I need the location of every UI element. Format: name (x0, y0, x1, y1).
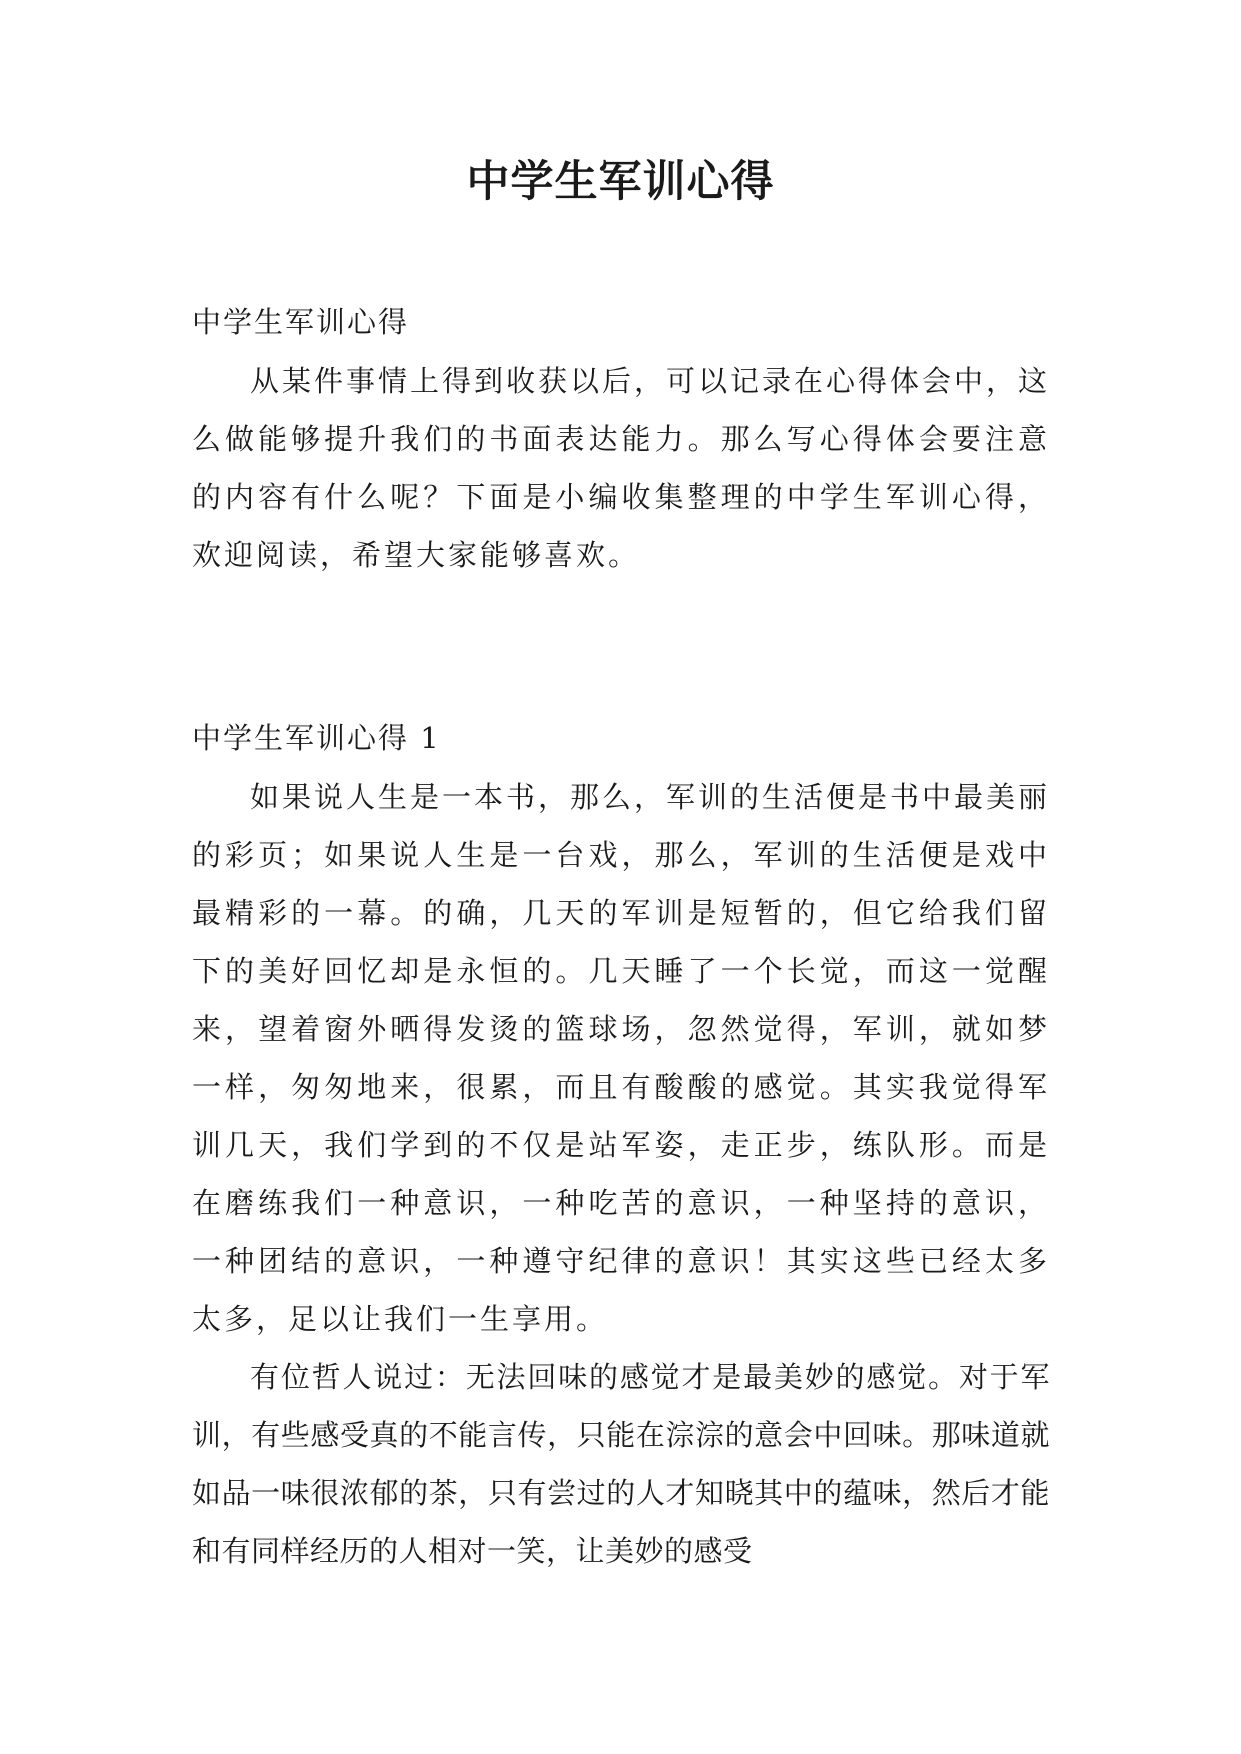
section-spacer (192, 584, 1050, 708)
section-1-paragraph-2: 有位哲人说过：无法回味的感觉才是最美妙的感觉。对于军训，有些感受真的不能言传，只能在淙淙的意会中回味。那味道就如品一味很浓郁的茶，只有尝过的人才知晓其中的蕴味，然后才能和有同样经历的人相对一笑，让美妙的感受 (192, 1360, 1050, 1568)
intro-heading: 中学生军训心得 (192, 305, 410, 339)
document-title: 中学生军训心得 (466, 157, 775, 207)
intro-paragraph: 从某件事情上得到收获以后，可以记录在心得体会中，这么做能够提升我们的书面表达能力。那么写心得体会要注意的内容有什么呢？下面是小编收集整理的中学生军训心得，欢迎阅读，希望大家能够喜欢。 (192, 364, 1051, 572)
section-1-paragraph-1: 如果说人生是一本书，那么，军训的生活便是书中最美丽的彩页；如果说人生是一台戏，那么，军训的生活便是戏中最精彩的一幕。的确，几天的军训是短暂的，但它给我们留下的美好回忆却是永恒的。几天睡了一个长觉，而这一觉醒来，望着窗外晒得发烫的篮球场，忽然觉得，军训，就如梦一样，匆匆地来，很累，而且有酸酸的感觉。其实我觉得军训几天，我们学到的不仅是站军姿，走正步，练队形。而是在磨练我们一种意识，一种吃苦的意识，一种坚持的意识，一种团结的意识，一种遵守纪律的意识！其实这些已经太多太多，足以让我们一生享用。 (192, 780, 1051, 1336)
document-body (192, 292, 1050, 1580)
section-1-heading: 中学生军训心得 1 (192, 721, 441, 755)
